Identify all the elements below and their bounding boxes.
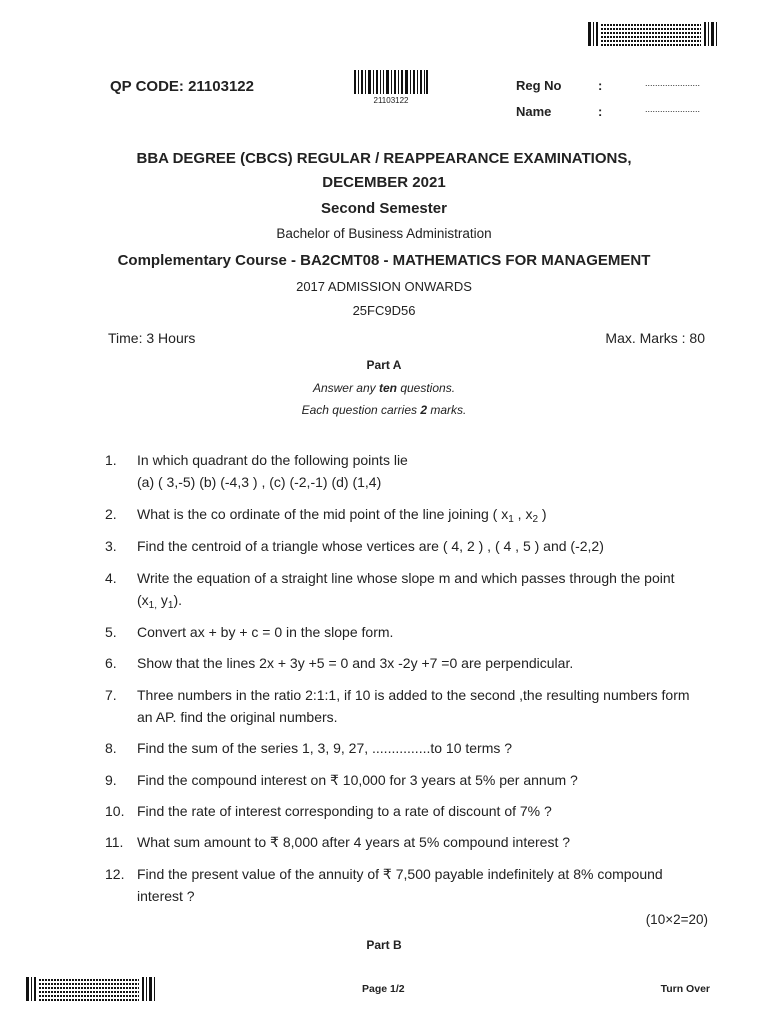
question-text: Three numbers in the ratio 2:1:1, if 10 is added to the second ,the resulting numbers form xyxy=(137,687,690,703)
reg-no-label: Reg No xyxy=(516,78,562,93)
part-a-instruction-2 xyxy=(0,403,768,417)
question-text: Find the centroid of a triangle whose vertices are ( 4, 2 ) , ( 4 , 5 ) and (-2,2) xyxy=(137,538,604,554)
programme: Bachelor of Business Administration xyxy=(276,226,492,241)
time-allowed: Time: 3 Hours xyxy=(108,330,196,346)
question-number: 3. xyxy=(105,538,117,554)
question-number: 8. xyxy=(105,740,117,756)
question-number: 7. xyxy=(105,687,117,703)
question-number: 9. xyxy=(105,772,117,788)
question-number: 2. xyxy=(105,506,117,522)
page-number: Page 1/2 xyxy=(362,983,405,995)
instr1-bold: ten xyxy=(378,381,397,395)
question-number: 6. xyxy=(105,655,117,671)
instr2-post: marks. xyxy=(427,403,467,417)
question-text: interest ? xyxy=(137,888,195,904)
qp-code: QP CODE: 21103122 xyxy=(110,78,254,95)
admission: 2017 ADMISSION ONWARDS xyxy=(296,279,472,294)
question-text: an AP. find the original numbers. xyxy=(137,709,338,725)
name-colon: : xyxy=(598,104,603,119)
question-text: Show that the lines 2x + 3y +5 = 0 and 3x -2y +7 =0 are perpendicular. xyxy=(137,655,574,671)
question-number: 11. xyxy=(105,834,124,850)
question-number: 12. xyxy=(105,866,125,882)
max-marks: Max. Marks : 80 xyxy=(605,330,705,346)
question-text: What is the co ordinate of the mid point of the line joining ( $x_1$ , $x_2$ ) xyxy=(137,506,547,525)
turn-over: Turn Over xyxy=(660,983,710,995)
top-barcode xyxy=(588,22,718,46)
question-text: In which quadrant do the following points lie xyxy=(137,452,408,468)
footer-barcode xyxy=(26,977,156,1001)
name-label: Name xyxy=(516,104,552,119)
question-number: 10. xyxy=(105,803,125,819)
question-text: ($x_{1,}$ $y_1$). xyxy=(137,592,183,611)
question-text: Find the rate of interest corresponding to a rate of discount of 7% ? xyxy=(137,803,552,819)
question-text: Find the sum of the series 1, 3, 9, 27, ...............to 10 terms ? xyxy=(137,740,513,756)
qp-barcode xyxy=(354,70,428,94)
course-title: Complementary Course - BA2CMT08 - MATHEMATICS FOR MANAGEMENT xyxy=(117,252,651,269)
instr1-pre: Answer any xyxy=(312,381,379,395)
semester: Second Semester xyxy=(321,200,447,217)
exam-title-line2: DECEMBER 2021 xyxy=(322,174,446,191)
reg-no-colon: : xyxy=(598,78,603,93)
barcode-number: 21103122 xyxy=(373,96,409,105)
exam-title-line1: BBA DEGREE (CBCS) REGULAR / REAPPEARANCE EXAMINATIONS, xyxy=(136,150,632,167)
question-text: (a) ( 3,-5) (b) (-4,3 ) , (c) (-2,-1) (d) (1,4) xyxy=(137,474,382,490)
marks-total: (10×2=20) xyxy=(645,912,708,927)
part-b-heading: Part B xyxy=(366,938,402,952)
paper-code: 25FC9D56 xyxy=(352,303,416,318)
question-text: Convert ax + by + c = 0 in the slope form. xyxy=(137,624,394,640)
question-text: What sum amount to ₹ 8,000 after 4 years at 5% compound interest ? xyxy=(137,834,571,850)
instr2-pre: Each question carries xyxy=(301,403,421,417)
name-field: ...................... xyxy=(645,104,701,114)
question-text: Find the present value of the annuity of ₹ 7,500 payable indefinitely at 8% compound xyxy=(137,866,663,882)
question-text: Find the compound interest on ₹ 10,000 for 3 years at 5% per annum ? xyxy=(137,772,578,788)
question-number: 1. xyxy=(105,452,117,468)
question-text: Write the equation of a straight line whose slope m and which passes through the point xyxy=(137,570,675,586)
instr1-post: questions. xyxy=(396,381,456,395)
question-number: 4. xyxy=(105,570,117,586)
reg-no-field: ...................... xyxy=(645,78,701,88)
instr2-bold: 2 xyxy=(420,403,428,417)
part-a-heading: Part A xyxy=(366,358,402,372)
question-number: 5. xyxy=(105,624,117,640)
part-a-instruction-1 xyxy=(0,381,768,395)
